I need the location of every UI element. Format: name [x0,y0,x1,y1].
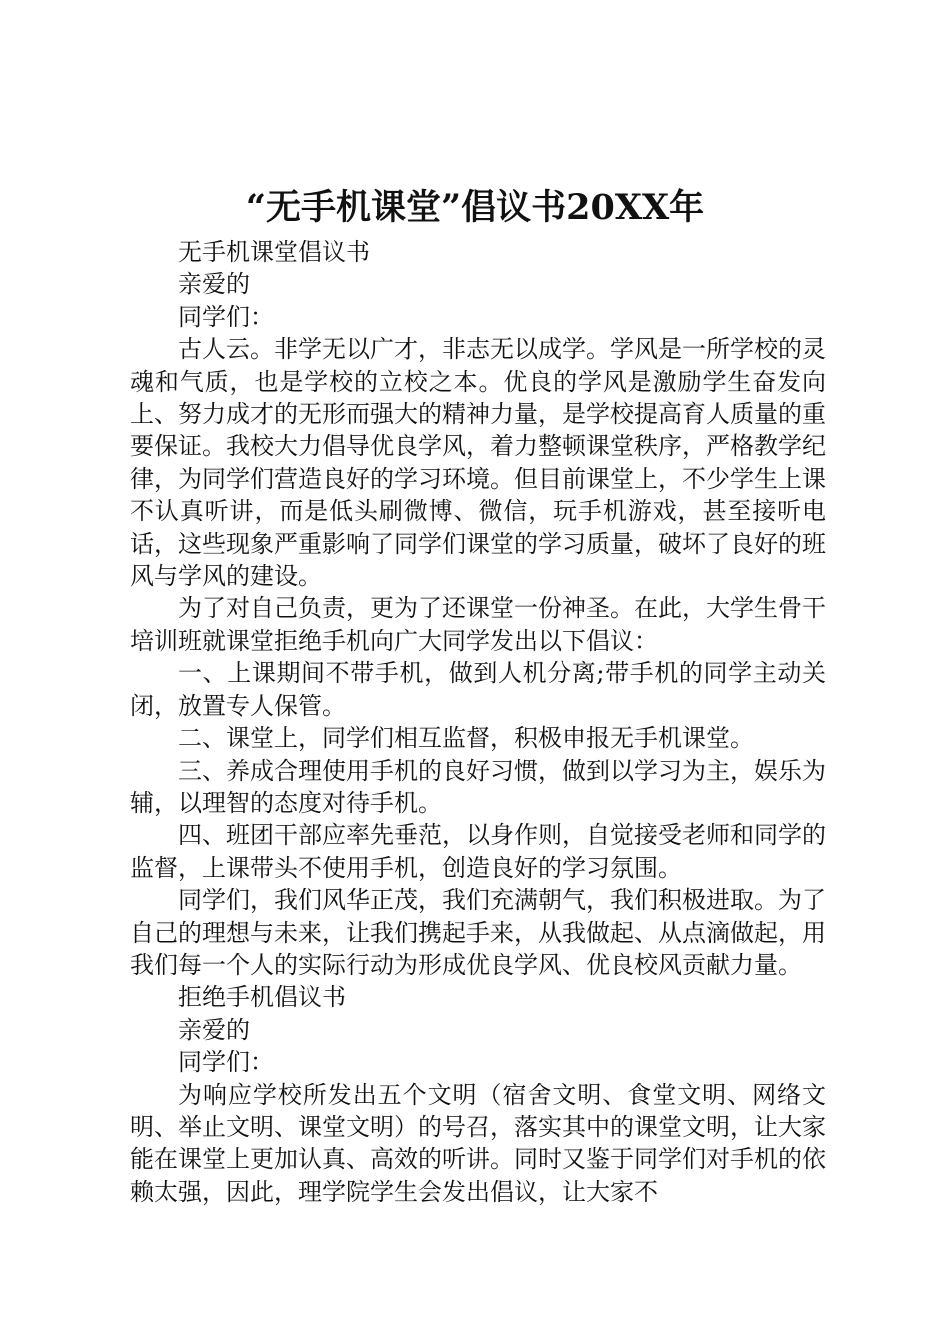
document-body [130,236,826,1208]
paragraph-salutation-1b: 同学们： [178,302,274,331]
paragraph-salutation-1a: 亲爱的 [178,270,250,299]
paragraph-second-intro: 为响应学校所发出五个文明（宿舍文明、食堂文明、网络文明、举止文明、课堂文明）的号召，落实其中的课堂文明，让大家能在课堂上更加认真、高效的听讲。同时又鉴于同学们对手机的依赖太强，因此，理学院学生会发出倡议，让大家不 [130,1080,826,1206]
paragraph-item-2: 二、课堂上，同学们相互监督，积极申报无手机课堂。 [178,724,754,753]
paragraph-item-1: 一、上课期间不带手机，做到人机分离;带手机的同学主动关闭，放置专人保管。 [130,659,826,720]
paragraph-salutation-2a: 亲爱的 [178,1015,250,1044]
paragraph-heading-1: 无手机课堂倡议书 [178,238,370,266]
paragraph-item-4: 四、班团干部应率先垂范，以身作则，自觉接受老师和同学的监督，上课带头不使用手机，创造良好的学习氛围。 [130,821,826,882]
paragraph-heading-2: 拒绝手机倡议书 [178,983,346,1012]
paragraph-closing: 同学们，我们风华正茂，我们充满朝气，我们积极进取。为了自己的理想与未来，让我们携起手来，从我做起、从点滴做起，用我们每一个人的实际行动为形成优良学风、优良校风贡献力量。 [130,886,826,979]
paragraph-salutation-2b: 同学们： [178,1048,274,1077]
paragraph-item-3: 三、养成合理使用手机的良好习惯，做到以学习为主，娱乐为辅，以理智的态度对待手机。 [130,756,826,817]
document-title: “无手机课堂”倡议书20XX年 [245,187,705,228]
paragraph-purpose: 为了对自己负责，更为了还课堂一份神圣。在此，大学生骨干培训班就课堂拒绝手机向广大同学发出以下倡议： [130,594,826,655]
paragraph-intro: 古人云。非学无以广才，非志无以成学。学风是一所学校的灵魂和气质，也是学校的立校之本。优良的学风是激励学生奋发向上、努力成才的无形而强大的精神力量，是学校提高育人质量的重要保证。我校大力倡导优良学风，着力整顿课堂秩序，严格教学纪律，为同学们营造良好的学习环境。但目前课堂上，不少学生上课不认真听讲，而是低头刷微博、微信，玩手机游戏，甚至接听电话，这些现象严重影响了同学们课堂的学习质量，破坏了良好的班风与学风的建设。 [130,335,826,591]
